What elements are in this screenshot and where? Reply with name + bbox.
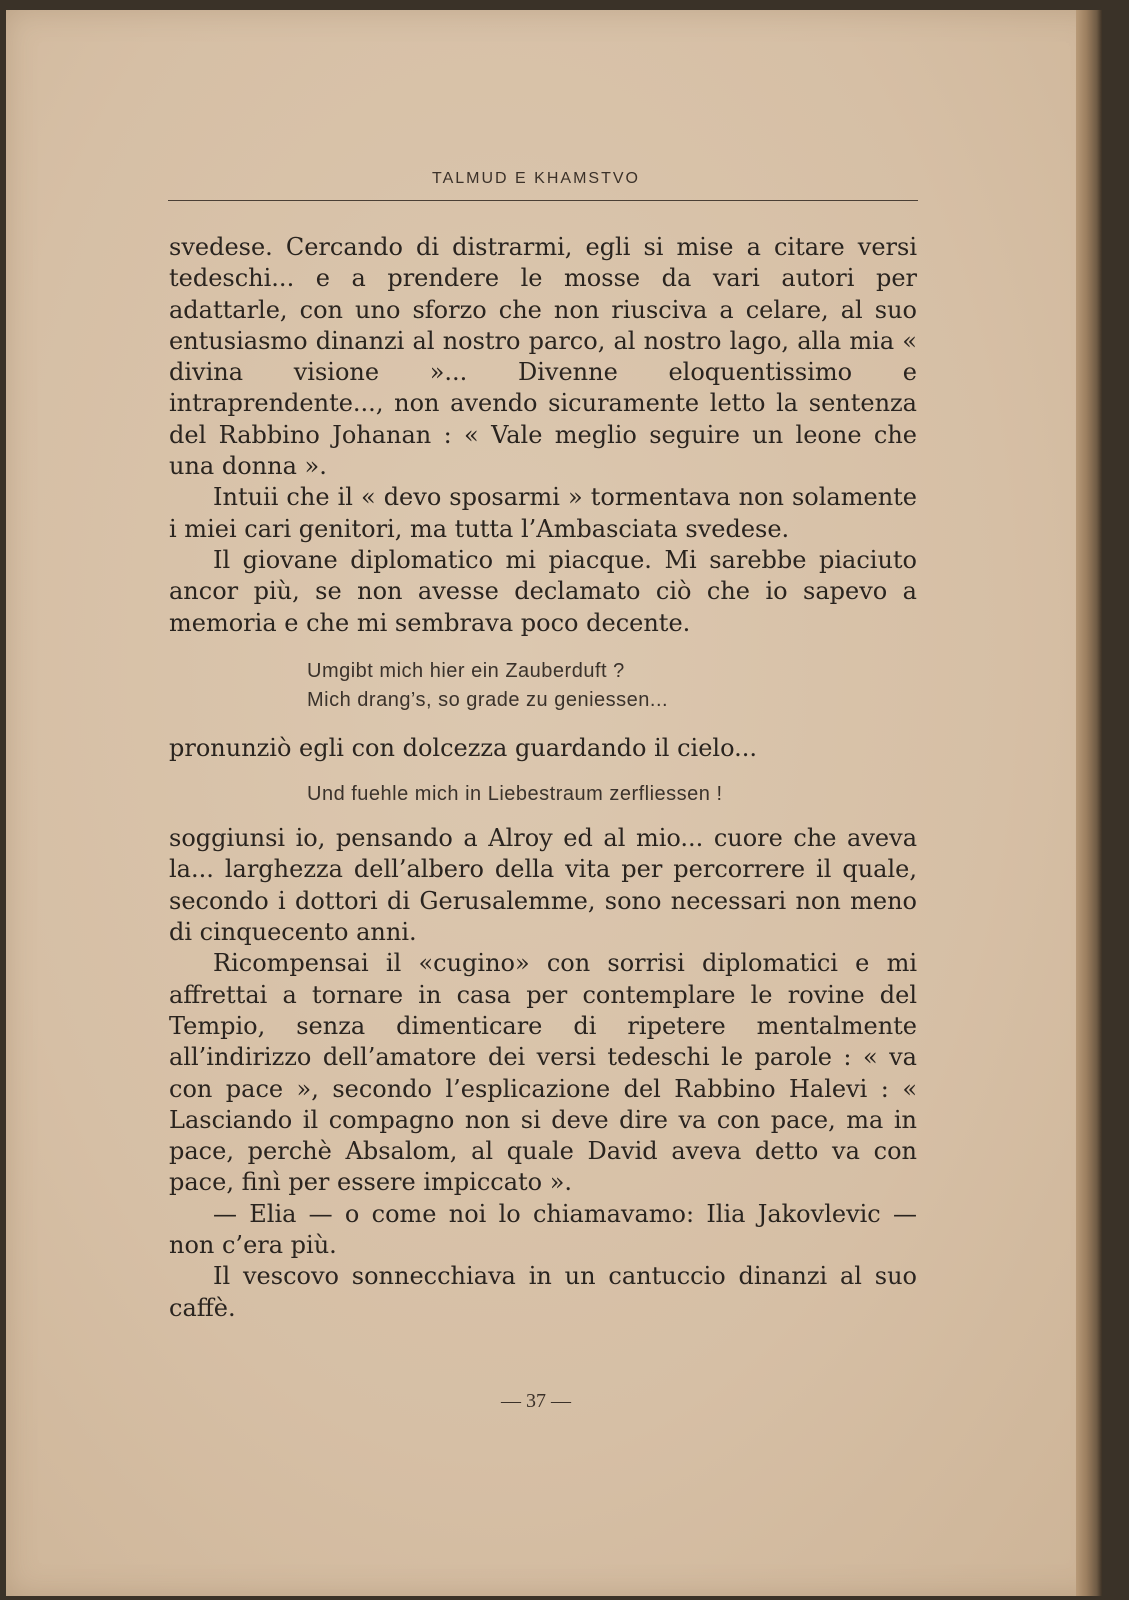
paragraph: pronunziò egli con dolcezza guardando il cielo... — [169, 733, 757, 762]
verse-line: Mich drang’s, so grade zu geniessen... — [307, 688, 669, 711]
page-number: — 37 — — [501, 1390, 571, 1412]
verse-line: Und fuehle mich in Liebestraum zerfliessen ! — [307, 783, 723, 806]
paragraph: Il vescovo sonnecchiava in un cantuccio dinanzi al suo caffè. — [169, 1262, 917, 1322]
body-text — [169, 232, 917, 1324]
paragraph: Il giovane diplomatico mi piacque. Mi sarebbe piaciuto ancor più, se non avesse declamato ciò che io sapevo a memoria e che mi sembrava poco decente. — [169, 545, 917, 637]
verse-quote — [307, 657, 917, 715]
verse-line: Umgibt mich hier ein Zauberduft ? — [307, 659, 625, 682]
paragraph: soggiunsi io, pensando a Alroy ed al mio... cuore che aveva la... larghezza dell’albero della vita per percorrere il quale, secondo i dottori di Gerusalemme, sono necessari non meno di cinquecento anni. — [169, 824, 917, 947]
paragraph: Ricompensai il «cugino» con sorrisi diplomatici e mi affrettai a tornare in casa per contemplare le rovine del Tempio, senza dimenticare di ripetere mentalmente all’indirizzo dell’amatore dei versi tedeschi le parole : « va con pace », secondo l’esplicazione del Rabbino Halevi : « Lasciando il compagno non si deve dire va con pace, ma in pace, perchè Absalom, al quale David aveva detto va con pace, finì per essere impiccato ». — [169, 949, 917, 1197]
paragraph: Intuii che il « devo sposarmi » tormentava non solamente i miei cari genitori, ma tutta l’Ambasciata svedese. — [169, 483, 917, 543]
book-page — [6, 10, 1102, 1596]
verse-quote — [307, 780, 917, 809]
header-rule — [168, 200, 918, 201]
paragraph: — Elia — o come noi lo chiamavamo: Ilia Jakovlevic — non c’era più. — [169, 1199, 917, 1260]
paragraph: svedese. Cercando di distrarmi, egli si mise a citare versi tedeschi... e a prendere le mosse da vari autori per adattarle, con uno sforzo che non riusciva a celare, al suo entusiasmo dinanzi al nostro parco, al nostro lago, alla mia « divina visione »... Divenne eloquentissimo e intraprendente..., non avendo sicuramente letto la sentenza del Rabbino Johanan : « Vale meglio seguire un leone che una donna ». — [169, 233, 917, 481]
running-head: TALMUD E KHAMSTVO — [432, 170, 640, 187]
book-spine — [1076, 10, 1102, 1596]
